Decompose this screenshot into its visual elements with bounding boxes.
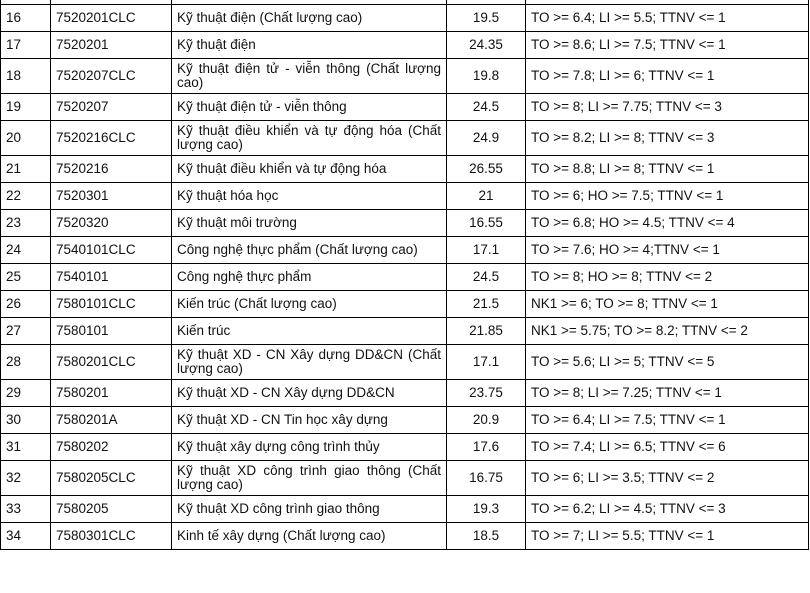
- cutoff-score: 21: [447, 183, 526, 210]
- cutoff-score: 24.35: [447, 32, 526, 59]
- table-row: [1, 407, 809, 434]
- tiebreak-criteria: TO >= 8.6; LI >= 7.5; TTNV <= 1: [526, 32, 809, 59]
- tiebreak-criteria: TO >= 7; LI >= 5.5; TTNV <= 1: [526, 523, 809, 550]
- cutoff-score: 20.9: [447, 407, 526, 434]
- major-name: Kỹ thuật điện tử - viễn thông (Chất lượng cao): [172, 59, 447, 94]
- row-number: 20: [1, 121, 51, 156]
- cutoff-score: 16.75: [447, 461, 526, 496]
- major-code: 7540101CLC: [51, 237, 172, 264]
- major-name: Kỹ thuật điện: [172, 32, 447, 59]
- row-number: 33: [1, 496, 51, 523]
- row-number: 32: [1, 461, 51, 496]
- cutoff-score: 21.85: [447, 318, 526, 345]
- major-code: 7580202: [51, 434, 172, 461]
- row-number: 27: [1, 318, 51, 345]
- major-name: Kỹ thuật điện tử - viễn thông: [172, 94, 447, 121]
- cutoff-score: 24.5: [447, 94, 526, 121]
- row-number: 18: [1, 59, 51, 94]
- tiebreak-criteria: TO >= 7.4; LI >= 6.5; TTNV <= 6: [526, 434, 809, 461]
- row-number: 26: [1, 291, 51, 318]
- tiebreak-criteria: TO >= 8; LI >= 7.25; TTNV <= 1: [526, 380, 809, 407]
- major-code: 7520216: [51, 156, 172, 183]
- cutoff-score: 16.55: [447, 210, 526, 237]
- cutoff-score: 19.8: [447, 59, 526, 94]
- row-number: 24: [1, 237, 51, 264]
- table-row: [1, 291, 809, 318]
- major-name: Kỹ thuật XD công trình giao thông: [172, 496, 447, 523]
- major-name: Kiến trúc (Chất lượng cao): [172, 291, 447, 318]
- major-code: 7520301: [51, 183, 172, 210]
- major-name: Kỹ thuật XD công trình giao thông (Chất lượng cao): [172, 461, 447, 496]
- major-code: 7520216CLC: [51, 121, 172, 156]
- major-code: 7580101: [51, 318, 172, 345]
- cutoff-score: 19.3: [447, 496, 526, 523]
- major-code: 7540101: [51, 264, 172, 291]
- cutoff-score: 17.1: [447, 345, 526, 380]
- major-code: 7580201CLC: [51, 345, 172, 380]
- major-name: Công nghệ thực phẩm (Chất lượng cao): [172, 237, 447, 264]
- cutoff-score: 21.5: [447, 291, 526, 318]
- tiebreak-criteria: TO >= 6; LI >= 3.5; TTNV <= 2: [526, 461, 809, 496]
- major-code: 7520201CLC: [51, 5, 172, 32]
- table-row: [1, 94, 809, 121]
- table-row: [1, 523, 809, 550]
- table-row: [1, 380, 809, 407]
- major-code: 7580101CLC: [51, 291, 172, 318]
- tiebreak-criteria: TO >= 6.2; LI >= 4.5; TTNV <= 3: [526, 496, 809, 523]
- tiebreak-criteria: TO >= 7.6; HO >= 4;TTNV <= 1: [526, 237, 809, 264]
- tiebreak-criteria: TO >= 5.6; LI >= 5; TTNV <= 5: [526, 345, 809, 380]
- table-row: [1, 345, 809, 380]
- major-name: Kỹ thuật XD - CN Xây dựng DD&CN (Chất lượng cao): [172, 345, 447, 380]
- major-name: Kỹ thuật điện (Chất lượng cao): [172, 5, 447, 32]
- tiebreak-criteria: TO >= 8; LI >= 7.75; TTNV <= 3: [526, 94, 809, 121]
- major-name: Kỹ thuật điều khiển và tự động hóa (Chất lượng cao): [172, 121, 447, 156]
- row-number: 23: [1, 210, 51, 237]
- major-name: Công nghệ thực phẩm: [172, 264, 447, 291]
- major-code: 7580201A: [51, 407, 172, 434]
- cutoff-score: 24.5: [447, 264, 526, 291]
- tiebreak-criteria: TO >= 6; HO >= 7.5; TTNV <= 1: [526, 183, 809, 210]
- table-row: [1, 210, 809, 237]
- major-code: 7580301CLC: [51, 523, 172, 550]
- tiebreak-criteria: TO >= 6.8; HO >= 4.5; TTNV <= 4: [526, 210, 809, 237]
- table-row: [1, 183, 809, 210]
- tiebreak-criteria: TO >= 6.4; LI >= 5.5; TTNV <= 1: [526, 5, 809, 32]
- row-number: 31: [1, 434, 51, 461]
- major-code: 7520201: [51, 32, 172, 59]
- table-row: [1, 59, 809, 94]
- major-code: 7580205: [51, 496, 172, 523]
- major-name: Kỹ thuật xây dựng công trình thủy: [172, 434, 447, 461]
- table-row: [1, 496, 809, 523]
- row-number: 19: [1, 94, 51, 121]
- major-name: Kỹ thuật XD - CN Xây dựng DD&CN: [172, 380, 447, 407]
- tiebreak-criteria: TO >= 8.8; LI >= 8; TTNV <= 1: [526, 156, 809, 183]
- row-number: 16: [1, 5, 51, 32]
- tiebreak-criteria: TO >= 6.4; LI >= 7.5; TTNV <= 1: [526, 407, 809, 434]
- table-row: [1, 5, 809, 32]
- major-code: 7580205CLC: [51, 461, 172, 496]
- table-row: [1, 461, 809, 496]
- cutoff-score: 24.9: [447, 121, 526, 156]
- cutoff-score: 18.5: [447, 523, 526, 550]
- major-code: 7520320: [51, 210, 172, 237]
- tiebreak-criteria: NK1 >= 5.75; TO >= 8.2; TTNV <= 2: [526, 318, 809, 345]
- tiebreak-criteria: TO >= 8; HO >= 8; TTNV <= 2: [526, 264, 809, 291]
- table-row: [1, 32, 809, 59]
- row-number: 17: [1, 32, 51, 59]
- major-code: 7520207CLC: [51, 59, 172, 94]
- table-row: [1, 318, 809, 345]
- row-number: 28: [1, 345, 51, 380]
- major-name: Kinh tế xây dựng (Chất lượng cao): [172, 523, 447, 550]
- row-number: 30: [1, 407, 51, 434]
- major-name: Kỹ thuật môi trường: [172, 210, 447, 237]
- table-row: [1, 264, 809, 291]
- major-name: Kỹ thuật hóa học: [172, 183, 447, 210]
- table-row: [1, 434, 809, 461]
- cutoff-score: 23.75: [447, 380, 526, 407]
- cutoff-score: 26.55: [447, 156, 526, 183]
- cutoff-score: 17.6: [447, 434, 526, 461]
- major-name: Kỹ thuật điều khiển và tự động hóa: [172, 156, 447, 183]
- major-name: Kỹ thuật XD - CN Tin học xây dựng: [172, 407, 447, 434]
- major-code: 7580201: [51, 380, 172, 407]
- row-number: 22: [1, 183, 51, 210]
- table-row: [1, 121, 809, 156]
- row-number: 29: [1, 380, 51, 407]
- row-number: 21: [1, 156, 51, 183]
- cutoff-score: 19.5: [447, 5, 526, 32]
- table-row: [1, 237, 809, 264]
- tiebreak-criteria: TO >= 7.8; LI >= 6; TTNV <= 1: [526, 59, 809, 94]
- tiebreak-criteria: TO >= 8.2; LI >= 8; TTNV <= 3: [526, 121, 809, 156]
- row-number: 34: [1, 523, 51, 550]
- major-name: Kiến trúc: [172, 318, 447, 345]
- row-number: 25: [1, 264, 51, 291]
- table-row: [1, 156, 809, 183]
- cutoff-score: 17.1: [447, 237, 526, 264]
- tiebreak-criteria: NK1 >= 6; TO >= 8; TTNV <= 1: [526, 291, 809, 318]
- major-code: 7520207: [51, 94, 172, 121]
